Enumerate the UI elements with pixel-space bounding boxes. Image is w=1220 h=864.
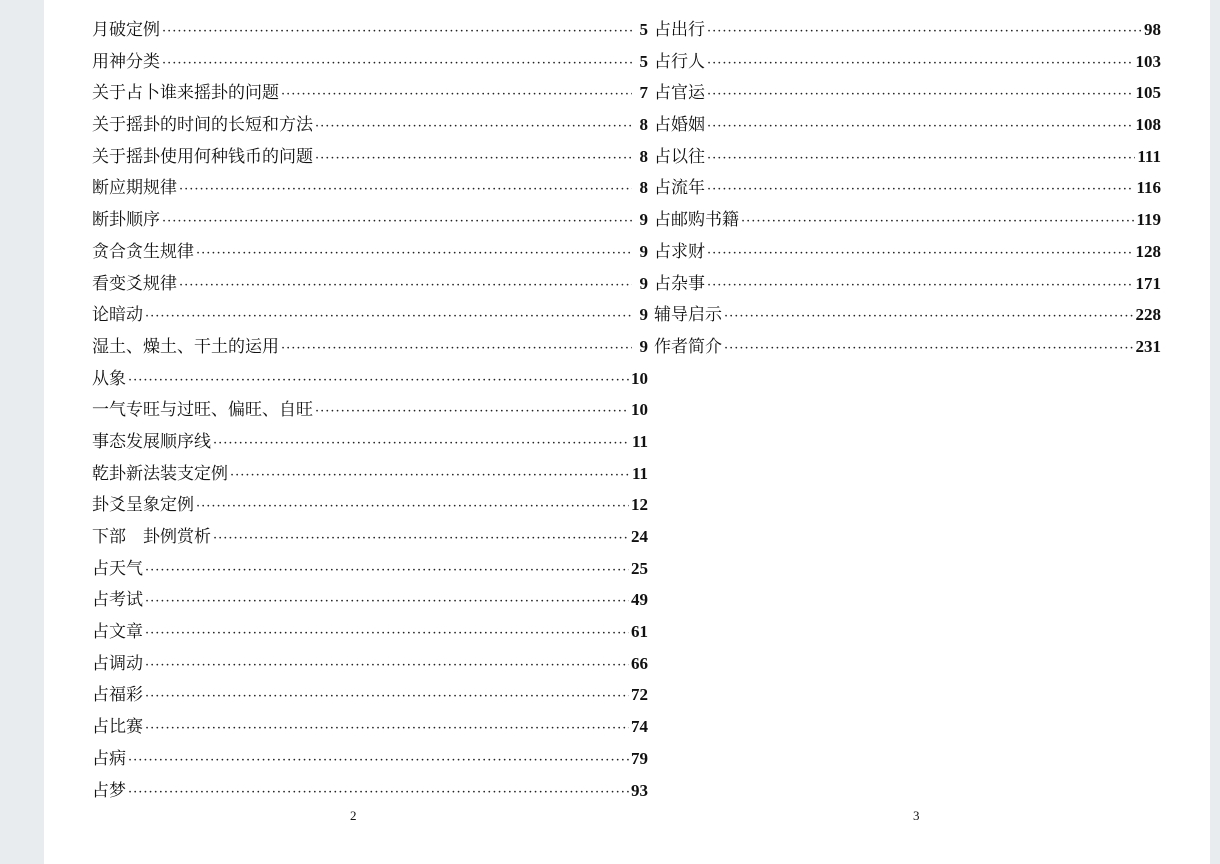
toc-entry-title: 占杂事 xyxy=(654,273,705,294)
dot-leader xyxy=(145,650,629,682)
toc-entry-title: 辅导启示 xyxy=(654,305,722,326)
toc-entry xyxy=(654,109,1161,141)
dot-leader xyxy=(281,79,632,111)
toc-entry-page-number: 228 xyxy=(1135,305,1161,325)
toc-entry-page-number: 49 xyxy=(631,590,648,610)
toc-entry-page-number: 10 xyxy=(631,368,648,388)
toc-entry xyxy=(92,426,648,458)
toc-entry-page-number: 66 xyxy=(631,653,648,673)
toc-column-left xyxy=(92,14,648,806)
toc-entry-page-number: 5 xyxy=(639,20,648,39)
toc-entry-title: 占婚姻 xyxy=(654,115,705,136)
dot-leader xyxy=(281,333,632,365)
toc-entry-page-number: 72 xyxy=(631,685,648,705)
toc-entry xyxy=(92,553,648,585)
toc-entry xyxy=(92,584,648,616)
toc-entry xyxy=(654,46,1161,78)
toc-entry-title: 占邮购书籍 xyxy=(654,210,739,231)
toc-entry xyxy=(654,331,1161,363)
toc-entry-title: 占行人 xyxy=(654,51,705,72)
toc-entry xyxy=(92,172,648,204)
toc-entry-page-number: 128 xyxy=(1135,241,1161,261)
toc-entry-page-number: 103 xyxy=(1135,51,1161,71)
dot-leader xyxy=(128,777,629,809)
toc-entry-page-number: 12 xyxy=(631,495,648,515)
toc-entry-page-number: 116 xyxy=(1136,178,1161,198)
dot-leader xyxy=(179,174,632,206)
toc-entry-title: 占天气 xyxy=(92,558,143,579)
dot-leader xyxy=(162,48,632,80)
dot-leader xyxy=(707,143,1135,175)
toc-entry-page-number: 11 xyxy=(631,431,648,451)
toc-entry-page-number: 8 xyxy=(639,146,648,166)
dot-leader xyxy=(724,301,1134,333)
dot-leader xyxy=(707,270,1134,302)
toc-entry-page-number: 105 xyxy=(1135,83,1161,103)
toc-entry-title: 湿土、燥土、干土的运用 xyxy=(92,336,279,357)
toc-entry-page-number: 9 xyxy=(639,305,648,325)
toc-entry-page-number: 111 xyxy=(1137,146,1161,166)
toc-entry-title: 占以往 xyxy=(654,146,705,167)
toc-entry-title: 占文章 xyxy=(92,622,143,643)
toc-entry-page-number: 8 xyxy=(639,115,648,135)
toc-entry-title: 下部 卦例赏析 xyxy=(92,527,211,547)
toc-entry xyxy=(92,268,648,300)
toc-entry xyxy=(654,299,1161,331)
page-number-left: 2 xyxy=(350,808,357,823)
toc-entry-page-number: 9 xyxy=(639,210,648,230)
toc-entry-title: 占调动 xyxy=(92,653,143,674)
dot-leader xyxy=(707,79,1134,111)
page-number-right: 3 xyxy=(913,808,920,823)
toc-entry xyxy=(92,46,648,78)
toc-entry xyxy=(92,743,648,775)
dot-leader xyxy=(128,745,629,777)
dot-leader xyxy=(145,713,629,745)
toc-entry-page-number: 98 xyxy=(1144,20,1161,39)
toc-entry xyxy=(654,141,1161,173)
toc-entry xyxy=(92,236,648,268)
toc-entry-page-number: 74 xyxy=(631,717,648,737)
dot-leader xyxy=(230,460,630,492)
toc-entry-page-number: 11 xyxy=(631,463,648,483)
toc-entry xyxy=(92,616,648,648)
toc-entry xyxy=(654,14,1161,46)
toc-entry-title: 占流年 xyxy=(654,178,705,199)
dot-leader xyxy=(145,681,629,713)
dot-leader xyxy=(145,618,629,650)
toc-entry xyxy=(92,14,648,46)
toc-entry-title: 占出行 xyxy=(654,20,705,40)
toc-entry xyxy=(92,775,648,807)
toc-entry xyxy=(92,679,648,711)
toc-entry xyxy=(654,268,1161,300)
toc-entry-title: 占福彩 xyxy=(92,685,143,706)
toc-entry xyxy=(92,648,648,680)
dot-leader xyxy=(707,111,1134,143)
toc-entry-title: 从象 xyxy=(92,368,126,389)
toc-entry xyxy=(92,204,648,236)
toc-entry-title: 卦爻呈象定例 xyxy=(92,495,194,516)
dot-leader xyxy=(145,555,629,587)
dot-leader xyxy=(707,48,1134,80)
toc-entry-title: 关于占卜谁来摇卦的问题 xyxy=(92,83,279,104)
toc-entry-title: 看变爻规律 xyxy=(92,273,177,294)
toc-entry xyxy=(654,172,1161,204)
dot-leader xyxy=(213,523,629,555)
toc-entry xyxy=(92,521,648,553)
dot-leader xyxy=(707,238,1134,270)
dot-leader xyxy=(162,16,632,48)
toc-entry-page-number: 9 xyxy=(639,336,648,356)
toc-entry-page-number: 171 xyxy=(1135,273,1161,293)
dot-leader xyxy=(315,111,632,143)
toc-entry-title: 占病 xyxy=(92,748,126,769)
toc-entry xyxy=(654,236,1161,268)
toc-entry xyxy=(92,77,648,109)
toc-entry-page-number: 231 xyxy=(1135,336,1161,356)
toc-entry xyxy=(92,711,648,743)
dot-leader xyxy=(196,238,632,270)
toc-entry-page-number: 24 xyxy=(631,527,648,546)
toc-entry-page-number: 5 xyxy=(639,51,648,71)
toc-entry-page-number: 9 xyxy=(639,273,648,293)
toc-entry-page-number: 108 xyxy=(1135,115,1161,135)
toc-entry-title: 占求财 xyxy=(654,241,705,262)
toc-entry-title: 断卦顺序 xyxy=(92,210,160,231)
toc-entry xyxy=(92,458,648,490)
toc-entry-title: 关于摇卦的时间的长短和方法 xyxy=(92,115,313,136)
dot-leader xyxy=(128,365,629,397)
toc-entry xyxy=(654,204,1161,236)
toc-entry xyxy=(92,363,648,395)
toc-entry xyxy=(92,394,648,426)
toc-entry-page-number: 7 xyxy=(639,83,648,103)
toc-entry-page-number: 93 xyxy=(631,780,648,800)
dot-leader xyxy=(315,143,632,175)
toc-entry-title: 用神分类 xyxy=(92,51,160,72)
toc-entry-title: 断应期规律 xyxy=(92,178,177,199)
toc-entry-title: 论暗动 xyxy=(92,305,143,326)
dot-leader xyxy=(162,206,632,238)
dot-leader xyxy=(724,333,1134,365)
toc-entry xyxy=(654,77,1161,109)
toc-entry-title: 占比赛 xyxy=(92,717,143,738)
toc-entry-title: 占梦 xyxy=(92,780,126,801)
toc-entry-page-number: 61 xyxy=(631,622,648,642)
toc-entry-page-number: 25 xyxy=(631,558,648,578)
toc-entry xyxy=(92,299,648,331)
toc-entry-title: 关于摇卦使用何种钱币的问题 xyxy=(92,146,313,167)
toc-entry-page-number: 8 xyxy=(639,178,648,198)
toc-column-right xyxy=(654,14,1161,363)
dot-leader xyxy=(145,586,629,618)
dot-leader xyxy=(707,174,1134,206)
toc-entry-page-number: 9 xyxy=(639,241,648,261)
dot-leader xyxy=(213,428,630,460)
dot-leader xyxy=(145,301,632,333)
toc-entry xyxy=(92,489,648,521)
toc-entry xyxy=(92,141,648,173)
dot-leader xyxy=(741,206,1134,238)
toc-entry-title: 乾卦新法装支定例 xyxy=(92,463,228,484)
toc-entry-page-number: 10 xyxy=(631,400,648,420)
toc-entry-title: 贪合贪生规律 xyxy=(92,241,194,262)
toc-entry-title: 占官运 xyxy=(654,83,705,104)
dot-leader xyxy=(196,491,629,523)
toc-entry-title: 月破定例 xyxy=(92,20,160,40)
document-page xyxy=(44,0,1210,864)
toc-entry-title: 一气专旺与过旺、偏旺、自旺 xyxy=(92,400,313,421)
toc-entry-title: 事态发展顺序线 xyxy=(92,431,211,452)
toc-entry xyxy=(92,109,648,141)
toc-entry-title: 占考试 xyxy=(92,590,143,611)
dot-leader xyxy=(179,270,632,302)
dot-leader xyxy=(315,396,629,428)
toc-entry-page-number: 79 xyxy=(631,748,648,768)
toc-entry xyxy=(92,331,648,363)
toc-entry-title: 作者简介 xyxy=(654,336,722,357)
dot-leader xyxy=(707,16,1142,48)
toc-entry-page-number: 119 xyxy=(1136,210,1161,230)
